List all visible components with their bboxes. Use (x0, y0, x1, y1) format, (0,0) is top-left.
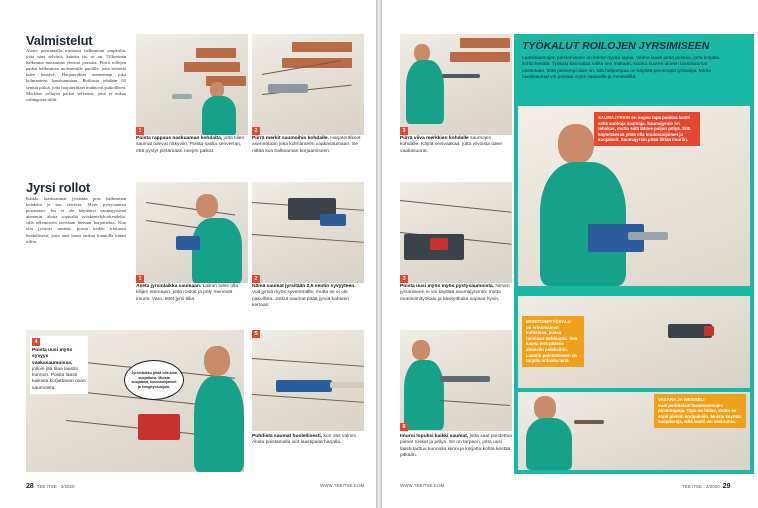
step-number: 1 (136, 275, 144, 283)
step-caption-large: 4 Poista uusi myös syvyys vaakasaumoissa, jolloin jää tilaa laastin kunnon. Poista laasti kaikista korjattavan osan saumoista. (30, 336, 88, 394)
section-body-valmistelut: Aloita poistamalla irtolaasti halkeaman ympäriltä, jotta näet selvästi, kuinka iso se on. Tilliseinän halkeama muistuttaa yleensä portaita. Piirrä rollojen paikat halkeaman molemmille puolille, jotta seinästä tulee kestävä. Harjateräkset asennetaan joka kolmanteen laastisaumaan. Roiloista tehdään 65 senttiä pitkiä, jotta harjateräkset mahtuvat paikoilleen. Merkitse rollojen paikat selkeästi, jotta et aukaa vahingossa tiiliä. (26, 48, 126, 102)
page-url-right: WWW.TEEITSE.COM (400, 483, 445, 488)
step-photo-8 (400, 182, 512, 283)
left-page (0, 0, 376, 508)
section-title-valmistelut: Valmistelut (26, 33, 93, 48)
callout-vasara: VASARA JA MEISSELI ovat perinteisiä laastisaumojen poistotapoja. Tapa on hidas, mutta se sopii pieniin korjauksiin. Muista käyttää suojalaseja, sillä laasti voi sinkoutua. (654, 394, 746, 428)
page-folio-right: TEE ITSE · 2/2020 29 (682, 483, 731, 490)
step-caption-7: Piirrä viiva merkkien kohdalle saumojen kohdalle. Käytä vesivaakaa, jotta viivoista tulee vaakasuorat. (400, 136, 502, 154)
section-title-jyrsi: Jyrsi rollot (26, 180, 91, 195)
step-photo-2 (252, 34, 364, 135)
tools-panel-title: TYÖKALUT ROILOJEN JYRSIMISEEN (522, 40, 710, 52)
step-caption-4: Nämä saumat jyrsitään 2,5 sentin syvyyteen. Voit jyrsiä myös syvemmälle, mutta se ei ole pakollista. Jotkut saumat pitää jyrsiä kahteen kertaan. (252, 284, 356, 308)
step-number: 3 (400, 127, 408, 135)
step-caption-8: Poista uusi myös myös pystysaumoista. Nimen jyrsimiseen ei voi käyttää saumajyrsintä, mutta monitoimityökalu ja käsityökalut sopivat hyvin. (400, 284, 510, 302)
callout-monitoimi: MONITOIMITYÖKALU on erinomainen kohteissa, joissa tarvitaan tarkkuutta. Sen kapea terä pääsee ahtaisiin paikkoihin. Laastin poistamiseen on tarjolla erilaisia teriä. (522, 316, 584, 367)
safety-speech-bubble: Jyrsinlaikku pitää olla aina suojattuna. Muista suojalasit, kuulosuojaimet ja hengityssuojain. (124, 360, 184, 400)
page-url-left: WWW.TEEITSE.COM (320, 483, 365, 488)
step-number: 1 (136, 127, 144, 135)
step-photo-9 (400, 330, 512, 431)
step-number: 3 (400, 275, 408, 283)
step-caption-3: Aseta jyrsinlaikka saumaan. Laikun tulee olla tiilijen etereapin, jotta roskat ja pöly menevät imurin. Varo, ettet jyrsi tiiliä. (136, 284, 238, 302)
step-photo-3 (136, 182, 248, 283)
step-number: 2 (252, 127, 260, 135)
step-number: 2 (252, 275, 260, 283)
step-caption-6: Puhdista saumat huolellisesti, kun olet valmis. Aloita poistamalla isot laastipalat harjalla. (252, 434, 358, 446)
step-photo-6 (252, 330, 364, 431)
step-caption-9: Imuroi lopuksi kaikki saumat, jotta saat poistettua pienet roskat ja pölyn. Se on tarpeen, jotta uusi laasti tarttuu kunnolla kiinni ja korjattu kohta kestää pitkään. (400, 434, 513, 458)
step-caption-2: Piirrä merkit saumoihin kohdalle. Harjaterälkset asennetaan joka kolmanteen vaakasaumaan. Se riittää kun halkeaman korjaamiseen. (252, 136, 361, 154)
section-body-jyrsi: Kaikki laastisaumat jyrsitään pois halkeaman kohdalta ja sen vierestä. Myös pystysaumat poistetaan. Jos et ole käyttänyt saumajyrsintä aiemmin, aloita sopivalta työskentelykorkeudelta, sillä tekemiseen tarvitaan hieman harjoittelua. Kun olet jyrsinyt saumat, poista kaikki irtolaasti huolellisesti, jotta uusi laasti tarttuu kunnolla kiinni tiiliin. (26, 196, 126, 244)
step-photo-4 (252, 182, 364, 283)
step-number: 5 (252, 330, 260, 338)
step-photo-1 (136, 34, 248, 135)
step-caption-1: Poista rappaus naskuaman kohdalta, jotta tiilen saumat tulevat näkyviin. Poista saslia senverran, että pystyt piirtämään roiejen paikat. (136, 136, 245, 154)
step-number: 6 (400, 423, 408, 431)
page-folio-left: 28 TEE ITSE · 2/2020 (26, 483, 75, 490)
callout-saumajyrsin: SAUMAJYRSIN on nopea tapa poistaa laasti sekä vanhoja saumoja. Saumajyrsin on tehokas, mutta siitä lähtee paljon pölyä. Sitä käytettäessä pitää olla kuulosuojaimet ja suojalasit. Saumajyrsin pitää liittää imuriin. (594, 112, 700, 146)
tools-panel-intro: Laastisaumojen poistamiseen on kolme hyvää tapaa. Vanha laasti pitää poistaa, jotta korjattu kohta kestää. Työkalu kannattaa valita sen mukaan, kuinka suuren alueen laastisaumat poistetaan. Mitä pienempi alue on, sitä helpompaa on käyttää pienempiä työkaluja. Mutta laastisaumat voi poistaa myös vasaralla ja meisselillä. (522, 56, 720, 81)
right-page (382, 0, 758, 508)
step-photo-7 (400, 34, 512, 135)
